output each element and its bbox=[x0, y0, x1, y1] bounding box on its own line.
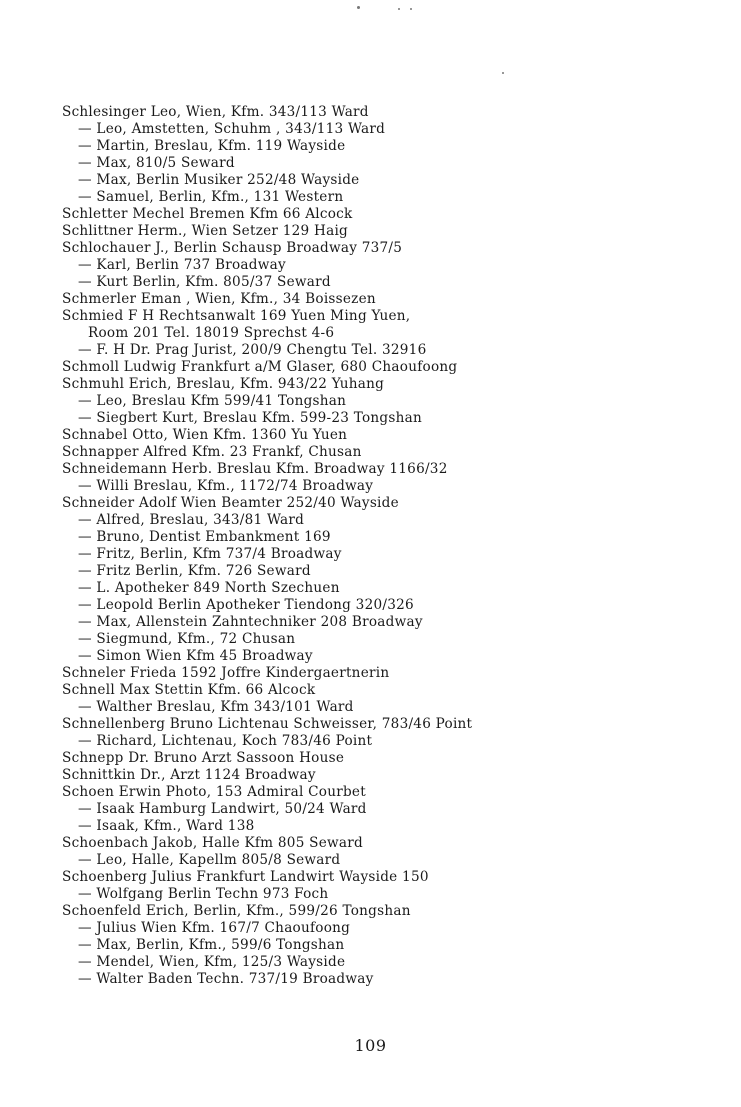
directory-entry: — Karl, Berlin 737 Broadway bbox=[78, 257, 286, 273]
directory-entry: — Richard, Lichtenau, Koch 783/46 Point bbox=[78, 733, 373, 749]
directory-entries bbox=[62, 104, 702, 988]
page-number: 109 bbox=[354, 1036, 387, 1055]
directory-entry: Schlittner Herm., Wien Setzer 129 Haig bbox=[62, 223, 348, 239]
scan-speck bbox=[357, 6, 360, 9]
directory-entry: Room 201 Tel. 18019 Sprechst 4-6 bbox=[88, 325, 335, 341]
directory-entry: Schoen Erwin Photo, 153 Admiral Courbet bbox=[62, 784, 366, 800]
directory-entry: Schlochauer J., Berlin Schausp Broadway 737/5 bbox=[62, 240, 403, 256]
directory-entry: — Bruno, Dentist Embankment 169 bbox=[78, 529, 331, 545]
directory-entry: — Siegmund, Kfm., 72 Chusan bbox=[78, 631, 296, 647]
directory-entry: — Isaak, Kfm., Ward 138 bbox=[78, 818, 255, 834]
directory-entry: — Wolfgang Berlin Techn 973 Foch bbox=[78, 886, 329, 902]
directory-entry: Schneler Frieda 1592 Joffre Kindergaertnerin bbox=[62, 665, 390, 681]
directory-entry: — Max, 810/5 Seward bbox=[78, 155, 235, 171]
scan-speck bbox=[502, 72, 504, 74]
scan-speck bbox=[398, 8, 400, 10]
directory-entry: — Alfred, Breslau, 343/81 Ward bbox=[78, 512, 305, 528]
directory-entry: — Fritz, Berlin, Kfm 737/4 Broadway bbox=[78, 546, 342, 562]
directory-entry: — Leo, Amstetten, Schuhm , 343/113 Ward bbox=[78, 121, 386, 137]
directory-entry: — Martin, Breslau, Kfm. 119 Wayside bbox=[78, 138, 346, 154]
directory-entry: — Fritz Berlin, Kfm. 726 Seward bbox=[78, 563, 311, 579]
directory-entry: — Siegbert Kurt, Breslau Kfm. 599-23 Tongshan bbox=[78, 410, 422, 426]
directory-entry: Schlesinger Leo, Wien, Kfm. 343/113 Ward bbox=[62, 104, 369, 120]
directory-entry: — Mendel, Wien, Kfm, 125/3 Wayside bbox=[78, 954, 346, 970]
directory-entry: — Samuel, Berlin, Kfm., 131 Western bbox=[78, 189, 344, 205]
directory-entry: Schneider Adolf Wien Beamter 252/40 Wayside bbox=[62, 495, 399, 511]
directory-entry: — Willi Breslau, Kfm., 1172/74 Broadway bbox=[78, 478, 374, 494]
directory-entry: — Isaak Hamburg Landwirt, 50/24 Ward bbox=[78, 801, 367, 817]
directory-entry: — Walter Baden Techn. 737/19 Broadway bbox=[78, 971, 374, 987]
directory-entry: Schoenberg Julius Frankfurt Landwirt Wayside 150 bbox=[62, 869, 429, 885]
directory-entry: — Walther Breslau, Kfm 343/101 Ward bbox=[78, 699, 354, 715]
directory-entry: Schoenbach Jakob, Halle Kfm 805 Seward bbox=[62, 835, 363, 851]
directory-entry: — Julius Wien Kfm. 167/7 Chaoufoong bbox=[78, 920, 351, 936]
scan-speck bbox=[410, 8, 412, 10]
directory-entry: Schoenfeld Erich, Berlin, Kfm., 599/26 Tongshan bbox=[62, 903, 411, 919]
directory-entry: Schmuhl Erich, Breslau, Kfm. 943/22 Yuhang bbox=[62, 376, 385, 392]
directory-entry: Schnapper Alfred Kfm. 23 Frankf, Chusan bbox=[62, 444, 362, 460]
directory-entry: Schnepp Dr. Bruno Arzt Sassoon House bbox=[62, 750, 345, 766]
directory-entry: Schnellenberg Bruno Lichtenau Schweisser, 783/46 Point bbox=[62, 716, 473, 732]
directory-entry: — Max, Berlin Musiker 252/48 Wayside bbox=[78, 172, 360, 188]
directory-entry: — F. H Dr. Prag Jurist, 200/9 Chengtu Tel. 32916 bbox=[78, 342, 427, 358]
directory-entry: — Leo, Halle, Kapellm 805/8 Seward bbox=[78, 852, 341, 868]
directory-entry: Schnittkin Dr., Arzt 1124 Broadway bbox=[62, 767, 316, 783]
directory-entry: — Max, Allenstein Zahntechniker 208 Broadway bbox=[78, 614, 423, 630]
directory-entry: Schmerler Eman , Wien, Kfm., 34 Boissezen bbox=[62, 291, 376, 307]
directory-entry: — Max, Berlin, Kfm., 599/6 Tongshan bbox=[78, 937, 345, 953]
directory-entry: Schletter Mechel Bremen Kfm 66 Alcock bbox=[62, 206, 353, 222]
directory-entry: — Leo, Breslau Kfm 599/41 Tongshan bbox=[78, 393, 347, 409]
directory-entry: Schmoll Ludwig Frankfurt a/M Glaser, 680 Chaoufoong bbox=[62, 359, 458, 375]
directory-entry: — Leopold Berlin Apotheker Tiendong 320/326 bbox=[78, 597, 414, 613]
directory-entry: — Kurt Berlin, Kfm. 805/37 Seward bbox=[78, 274, 331, 290]
directory-entry: — L. Apotheker 849 North Szechuen bbox=[78, 580, 340, 596]
directory-entry: Schnell Max Stettin Kfm. 66 Alcock bbox=[62, 682, 316, 698]
directory-entry: Schneidemann Herb. Breslau Kfm. Broadway 1166/32 bbox=[62, 461, 448, 477]
directory-entry: Schmied F H Rechtsanwalt 169 Yuen Ming Yuen, bbox=[62, 308, 411, 324]
directory-entry: — Simon Wien Kfm 45 Broadway bbox=[78, 648, 313, 664]
scan-artifacts bbox=[0, 0, 741, 80]
directory-entry: Schnabel Otto, Wien Kfm. 1360 Yu Yuen bbox=[62, 427, 348, 443]
